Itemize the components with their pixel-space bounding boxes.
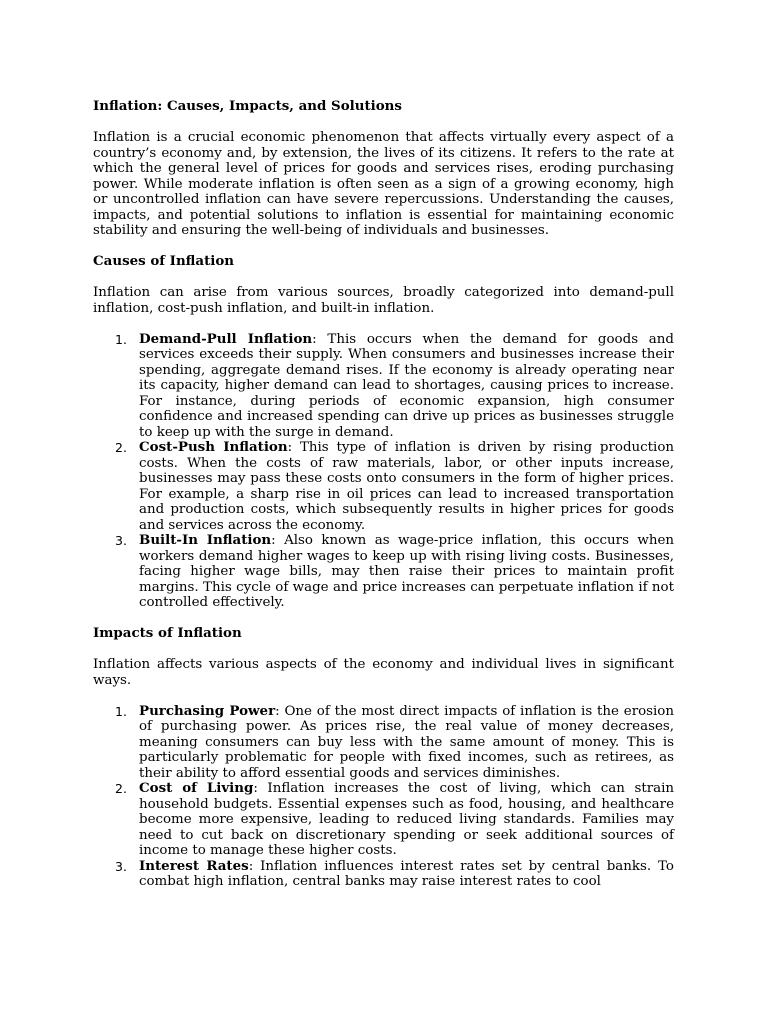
list-number: 3.: [115, 533, 127, 548]
list-item: [93, 781, 674, 859]
list-item: [93, 859, 674, 890]
impacts-intro: Inflation affects various aspects of the economy and individual lives in significant ways.: [93, 657, 674, 688]
list-number: 1.: [115, 331, 127, 347]
list-number: 2.: [115, 440, 127, 455]
causes-heading: Causes of Inflation: [93, 253, 235, 269]
list-text: : Inflation increases the cost of living, which can strain household budgets. Essential expenses such as food, housing, and healthcare become more expensive, leading to reduced living standards. Families may need to cut back on discretionary spending or seek additional sources of income to manage these higher costs.: [139, 781, 674, 858]
list-number: 2.: [115, 781, 127, 796]
list-item: [93, 440, 674, 533]
list-item: [93, 332, 674, 441]
list-item: [93, 533, 674, 611]
list-term: Purchasing Power: [139, 702, 276, 719]
list-term: Cost-Push Inflation: [139, 439, 288, 455]
causes-intro: Inflation can arise from various sources, broadly categorized into demand-pull inflation, cost-push inflation, and built-in inflation.: [93, 285, 674, 316]
document-page: [93, 99, 674, 890]
intro-paragraph: Inflation is a crucial economic phenomenon that affects virtually every aspect of a country’s economy and, by extension, the lives of its citizens. It refers to the rate at which the general level of prices for goods and services rises, eroding purchasing power. While moderate inflation is often seen as a sign of a growing economy, high or uncontrolled inflation can have severe repercussions. Understanding the causes, impacts, and potential solutions to inflation is essential for maintaining economic stability and ensuring the well-being of individuals and businesses.: [93, 130, 674, 238]
list-item: [93, 704, 674, 782]
impacts-list: [93, 704, 674, 890]
impacts-heading: Impacts of Inflation: [93, 625, 242, 641]
list-term: Interest Rates: [139, 857, 249, 874]
document-title: Inflation: Causes, Impacts, and Solutions: [93, 98, 402, 114]
list-term: Cost of Living: [139, 780, 254, 796]
list-number: 1.: [115, 703, 127, 719]
list-text: : This occurs when the demand for goods and services exceeds their supply. When consumers and businesses increase their spending, aggregate demand rises. If the economy is already operating near its capacity, higher demand can lead to shortages, causing prices to increase. For instance, during periods of economic expansion, high consumer confidence and increased spending can drive up prices as businesses struggle to keep up with the surge in demand.: [139, 331, 674, 440]
list-text: : Inflation influences interest rates set by central banks. To combat high inflation, central banks may raise interest rates to cool: [139, 858, 674, 889]
list-text: : Also known as wage-price inflation, this occurs when workers demand higher wages to keep up with rising living costs. Businesses, facing higher wage bills, may then raise their prices to maintain profit margins. This cycle of wage and price increases can perpetuate inflation if not controlled effectively.: [139, 533, 674, 610]
list-term: Built-In Inflation: [139, 532, 272, 548]
list-number: 3.: [115, 858, 127, 874]
list-term: Demand-Pull Inflation: [139, 330, 313, 347]
list-text: : One of the most direct impacts of inflation is the erosion of purchasing power. As prices rise, the real value of money decreases, meaning consumers can buy less with the same amount of money. This is particularly problematic for people with fixed incomes, such as retirees, as their ability to afford essential goods and services diminishes.: [139, 703, 674, 781]
list-text: : This type of inflation is driven by rising production costs. When the costs of raw materials, labor, or other inputs increase, businesses may pass these costs onto consumers in the form of higher prices. For example, a sharp rise in oil prices can lead to increased transportation and production costs, which subsequently results in higher prices for goods and services across the economy.: [139, 440, 674, 533]
causes-list: [93, 332, 674, 611]
